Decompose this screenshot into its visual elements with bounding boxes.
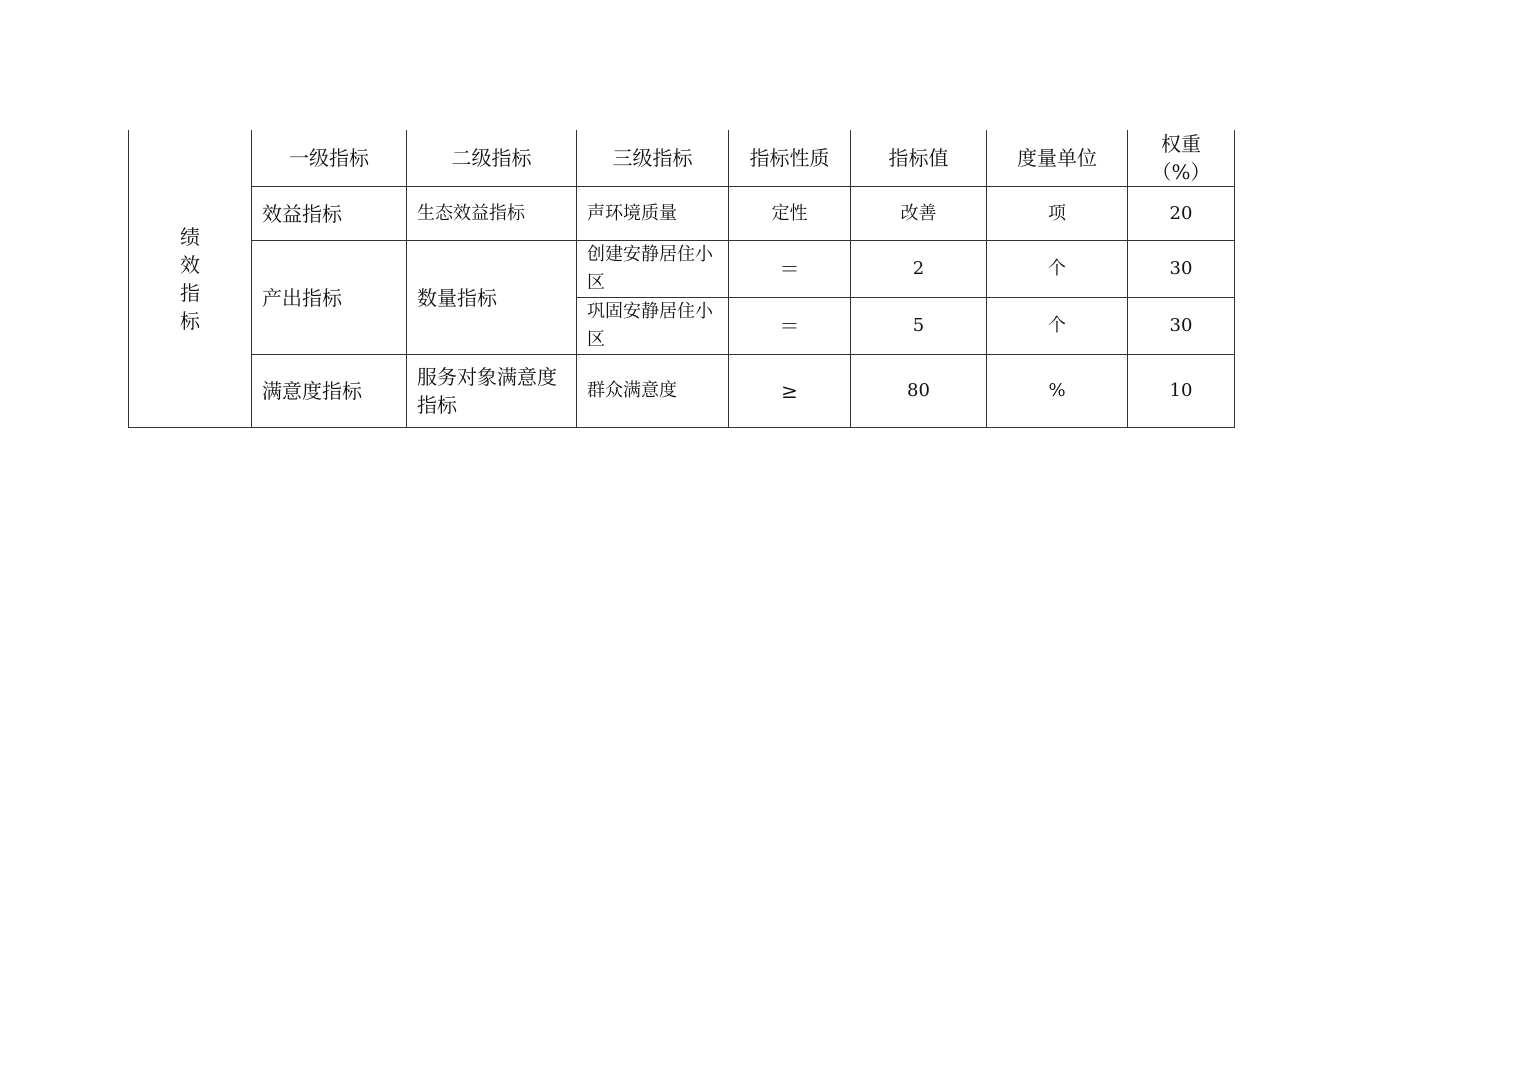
cell-level2: 生态效益指标 (407, 187, 577, 241)
side-label-char: 标 (180, 308, 200, 333)
cell-level3: 巩固安静居住小区 (577, 298, 729, 355)
cell-weight: 30 (1128, 241, 1235, 298)
cell-level3: 声环境质量 (577, 187, 729, 241)
cell-level1: 满意度指标 (252, 355, 407, 428)
cell-value: 5 (851, 298, 987, 355)
cell-level3: 创建安静居住小区 (577, 241, 729, 298)
cell-unit: 个 (987, 298, 1128, 355)
cell-level1: 产出指标 (252, 241, 407, 355)
table-row (129, 241, 1235, 298)
cell-value: 80 (851, 355, 987, 428)
cell-nature: ≥ (729, 355, 851, 428)
header-value: 指标值 (851, 130, 987, 187)
side-label-char: 绩 (180, 224, 200, 249)
cell-weight: 20 (1128, 187, 1235, 241)
performance-indicator-side-label (129, 130, 252, 428)
cell-level3: 群众满意度 (577, 355, 729, 428)
cell-nature: ＝ (729, 298, 851, 355)
header-nature: 指标性质 (729, 130, 851, 187)
table-header-row (129, 130, 1235, 187)
side-label-char: 效 (180, 252, 200, 277)
header-level3: 三级指标 (577, 130, 729, 187)
performance-indicator-table (128, 130, 1235, 428)
header-unit: 度量单位 (987, 130, 1128, 187)
cell-value: 2 (851, 241, 987, 298)
cell-nature: ＝ (729, 241, 851, 298)
cell-unit: 项 (987, 187, 1128, 241)
header-level2: 二级指标 (407, 130, 577, 187)
table-row (129, 187, 1235, 241)
header-level1: 一级指标 (252, 130, 407, 187)
cell-weight: 10 (1128, 355, 1235, 428)
side-label-char: 指 (180, 280, 200, 305)
cell-level2: 服务对象满意度指标 (407, 355, 577, 428)
cell-weight: 30 (1128, 298, 1235, 355)
cell-level2: 数量指标 (407, 241, 577, 355)
table-row (129, 355, 1235, 428)
cell-level1: 效益指标 (252, 187, 407, 241)
cell-unit: % (987, 355, 1128, 428)
cell-value: 改善 (851, 187, 987, 241)
cell-unit: 个 (987, 241, 1128, 298)
cell-nature: 定性 (729, 187, 851, 241)
header-weight: 权重（%） (1128, 130, 1235, 187)
